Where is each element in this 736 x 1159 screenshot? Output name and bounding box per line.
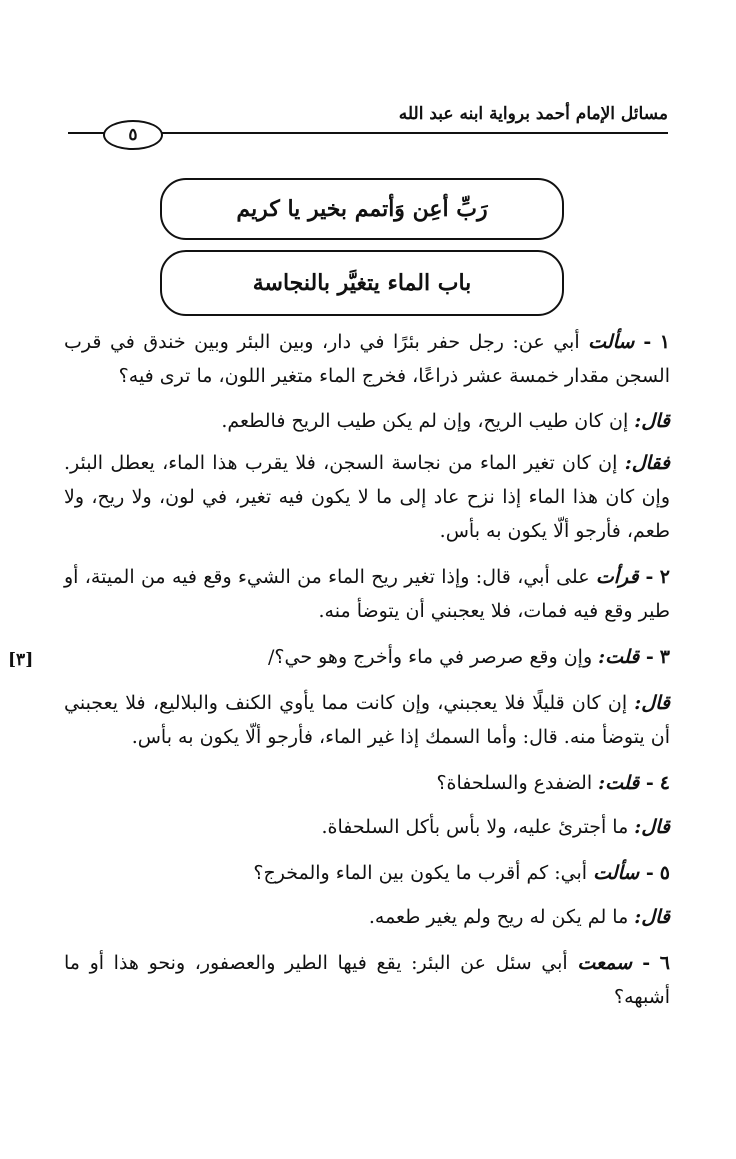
lead-word: قال: bbox=[634, 906, 670, 928]
paragraph-text: أبي: كم أقرب ما يكون بين الماء والمخرج؟ bbox=[253, 862, 594, 884]
paragraph-text: إن كان تغير الماء من نجاسة السجن، فلا يقرب هذا الماء، يعطل البئر. وإن كان هذا الماء إذا نزح عاد إلى ما لا يكون فيه تغير، في لون، ولا ريح، ولا طعم، فأرجو ألّا يكون به بأس. bbox=[64, 452, 670, 542]
paragraph-text: على أبي، قال: وإذا تغير ريح الماء من الشيء وقع فيه من الميتة، أو طير وقع فيه فمات، فلا يعجبني أن يتوضأ منه. bbox=[64, 566, 670, 622]
running-title: مسائل الإمام أحمد برواية ابنه عبد الله bbox=[398, 104, 668, 124]
item-number: ٢ bbox=[659, 566, 670, 588]
paragraph-8 bbox=[64, 810, 670, 844]
invocation-frame bbox=[160, 178, 564, 240]
paragraph-text: إن كان قليلًا فلا يعجبني، وإن كانت مما يأوي الكنف والبلاليع، فلا يعجبني أن يتوضأ منه. قال: وأما السمك إذا غير الماء، فأرجو ألّا يكون به بأس. bbox=[64, 692, 670, 748]
paragraph-text: إن كان طيب الريح، وإن لم يكن طيب الريح فالطعم. bbox=[221, 410, 635, 432]
paragraph-text: ما أجترئ عليه، ولا بأس بأكل السلحفاة. bbox=[321, 816, 635, 838]
item-number: ٦ bbox=[659, 952, 670, 974]
paragraph-text: الضفدع والسلحفاة؟ bbox=[436, 772, 599, 794]
paragraph-2 bbox=[64, 404, 670, 438]
paragraph-text: أبي سئل عن البئر: يقع فيها الطير والعصفور، ونحو هذا أو ما أشبهه؟ bbox=[64, 952, 670, 1008]
paragraph-text: وإن وقع صرصر في ماء وأخرج وهو حي؟/ bbox=[268, 646, 599, 668]
item-number: ٥ bbox=[659, 862, 670, 884]
lead-word: فقال: bbox=[624, 452, 670, 474]
paragraph-5: ٣ - قلت: وإن وقع صرصر في ماء وأخرج وهو حي؟/ bbox=[268, 646, 670, 668]
paragraph-text: أبي عن: رجل حفر بئرًا في دار، وبين البئر وبين خندق في قرب السجن مقدار خمسة عشر ذراعًا، فخرج الماء متغير اللون، ما ترى فيه؟ bbox=[64, 331, 670, 387]
lead-word: قال: bbox=[634, 410, 670, 432]
paragraph-9: ٥ - سألت أبي: كم أقرب ما يكون بين الماء والمخرج؟ bbox=[253, 862, 670, 884]
paragraph-11: ٦ - سمعت أبي سئل عن البئر: يقع فيها الطير والعصفور، ونحو هذا أو ما أشبهه؟ bbox=[64, 952, 670, 1008]
paragraph-6 bbox=[64, 686, 670, 754]
margin-reference: [٣] bbox=[8, 650, 34, 670]
invocation-text: رَبِّ أعِن وَأتمم بخير يا كريم bbox=[236, 196, 488, 222]
lead-word: قرأت bbox=[595, 566, 639, 588]
lead-word: سمعت bbox=[577, 952, 633, 974]
paragraph-4: ٢ - قرأت على أبي، قال: وإذا تغير ريح الماء من الشيء وقع فيه من الميتة، أو طير وقع فيه فمات، فلا يعجبني أن يتوضأ منه. bbox=[64, 566, 670, 622]
paragraph-1: ١ - سألت أبي عن: رجل حفر بئرًا في دار، وبين البئر وبين خندق في قرب السجن مقدار خمسة عشر ذراعًا، فخرج الماء متغير اللون، ما ترى فيه؟ bbox=[64, 331, 670, 387]
paragraph-text: ما لم يكن له ريح ولم يغير طعمه. bbox=[368, 906, 635, 928]
item-number: ٣ bbox=[659, 646, 670, 668]
page-number: ٥ bbox=[103, 120, 163, 150]
item-number: ٤ bbox=[659, 772, 670, 794]
lead-word: قال: bbox=[634, 816, 670, 838]
lead-word: قلت: bbox=[598, 772, 640, 794]
item-number: ١ bbox=[659, 331, 670, 353]
lead-word: سألت bbox=[588, 331, 635, 353]
lead-word: قلت: bbox=[598, 646, 640, 668]
lead-word: سألت bbox=[593, 862, 640, 884]
lead-word: قال: bbox=[634, 692, 670, 714]
paragraph-3 bbox=[64, 446, 670, 548]
chapter-title-frame bbox=[160, 250, 564, 316]
chapter-title: باب الماء يتغيَّر بالنجاسة bbox=[252, 270, 472, 296]
paragraph-7: ٤ - قلت: الضفدع والسلحفاة؟ bbox=[436, 772, 670, 794]
paragraph-10 bbox=[64, 900, 670, 934]
